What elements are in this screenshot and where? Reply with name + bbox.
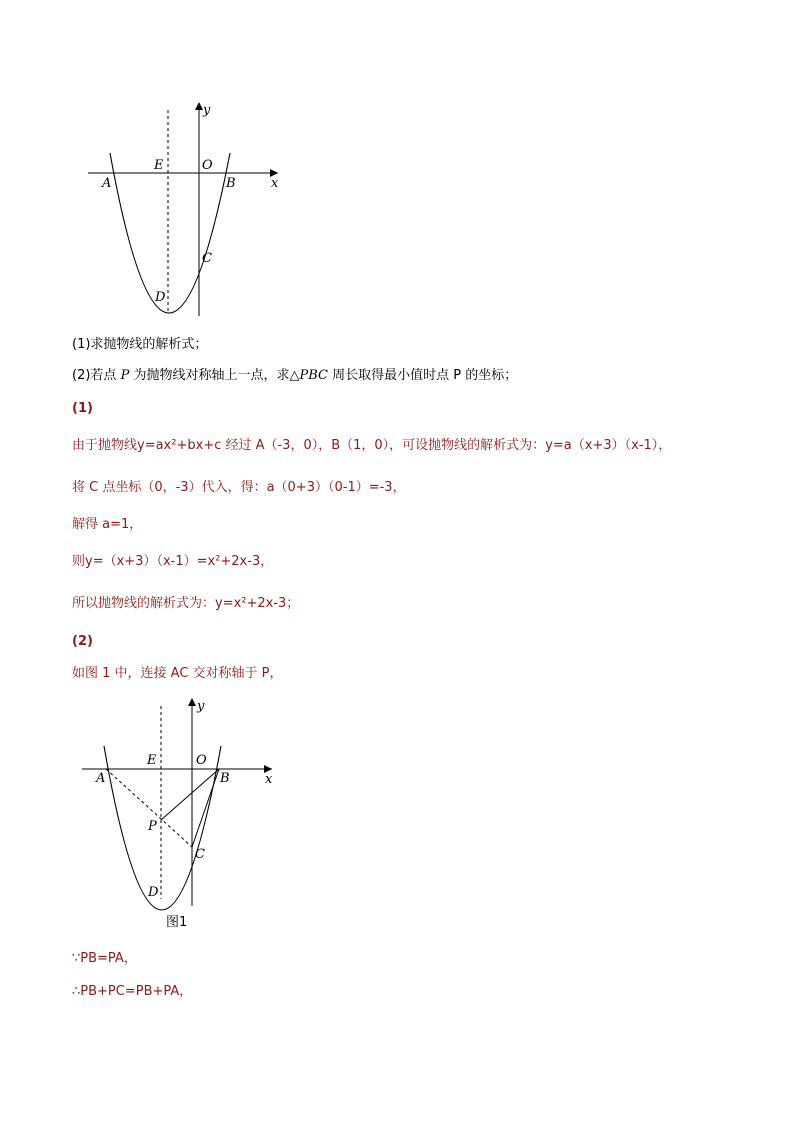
solution-line-1: 由于抛物线y=ax²+bx+c 经过 A（-3，0），B（1，0），可设抛物线的解析式为：y=a（x+3）（x-1）， (72, 438, 672, 453)
label-y: y (197, 699, 205, 714)
label-A: A (102, 176, 112, 191)
label-A: A (96, 771, 106, 786)
label-E: E (147, 753, 157, 768)
q2-triangle: △PBC (289, 368, 328, 383)
solution-line-5: 所以抛物线的解析式为：y=x²+2x-3； (72, 596, 300, 611)
question-2 (72, 368, 517, 384)
figure-1-parabola (80, 98, 290, 320)
label-C: C (202, 251, 212, 266)
solution-line-2: 将 C 点坐标（0，-3）代入，得：a（0+3）（0-1）=-3， (72, 480, 406, 495)
label-C: C (195, 847, 205, 862)
label-B: B (226, 176, 236, 191)
label-O: O (196, 753, 207, 768)
label-D: D (155, 290, 166, 305)
label-O: O (202, 158, 213, 173)
part1-label: (1) (72, 401, 93, 416)
label-y: y (203, 103, 211, 118)
question-1: (1)求抛物线的解析式； (72, 337, 208, 352)
q2-suffix: 周长取得最小值时点 P 的坐标； (327, 368, 518, 383)
label-E: E (154, 158, 164, 173)
figure-2-parabola (76, 694, 286, 934)
solution-line-8: ∴PB+PC=PB+PA， (72, 984, 193, 999)
q2-mid: 为抛物线对称轴上一点，求 (129, 368, 290, 383)
part2-label: (2) (72, 634, 93, 649)
q2-prefix: (2)若点 (72, 368, 121, 383)
label-D: D (148, 885, 159, 900)
label-B: B (220, 771, 230, 786)
solution-line-7: ∵PB=PA， (72, 951, 137, 966)
q2-point: P (120, 368, 130, 383)
solution-line-6: 如图 1 中，连接 AC 交对称轴于 P， (72, 666, 283, 681)
figure-caption: 图1 (166, 915, 188, 930)
label-x: x (265, 772, 273, 787)
label-P: P (148, 819, 157, 834)
solution-line-3: 解得 a=1， (72, 517, 143, 532)
solution-line-4: 则y=（x+3）（x-1）=x²+2x-3， (72, 554, 274, 569)
label-x: x (271, 176, 279, 191)
